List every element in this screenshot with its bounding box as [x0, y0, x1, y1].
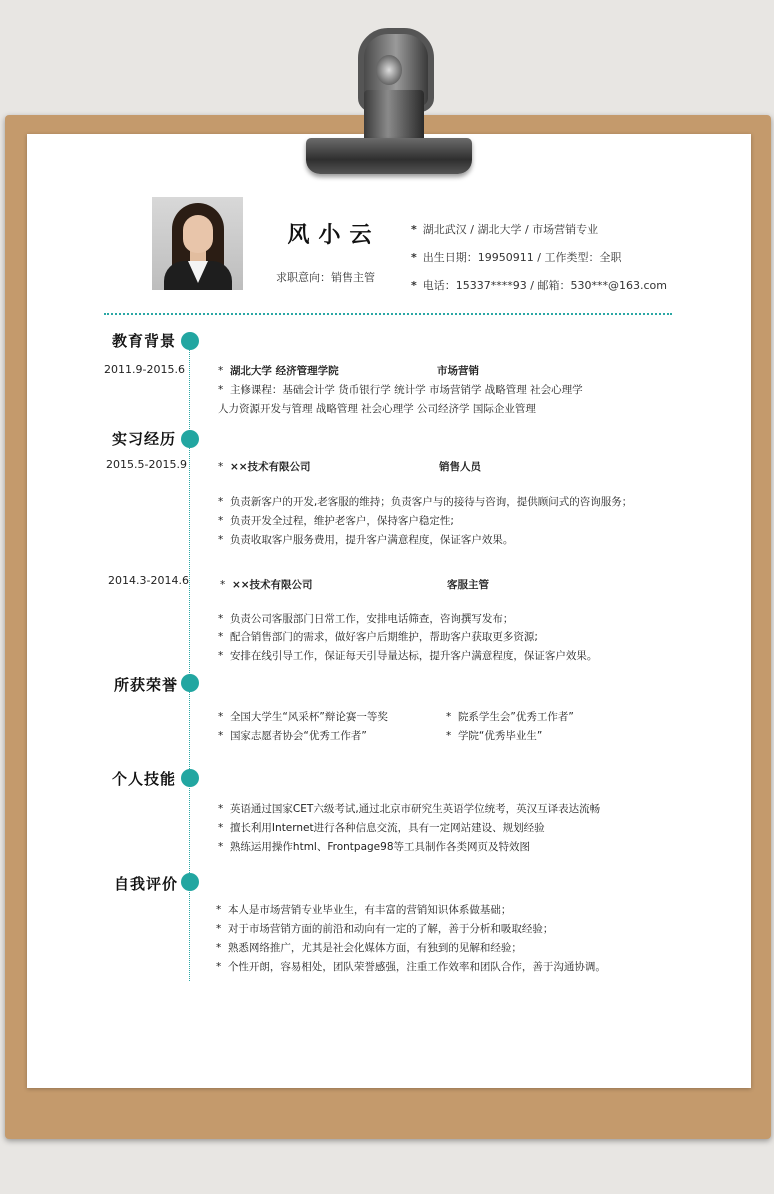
education-courses-1: * 主修课程：基础会计学 货币银行学 统计学 市场营销学 战略管理 社会心理学: [218, 384, 583, 396]
education-courses-2: 人力资源开发与管理 战略管理 社会心理学 公司经济学 国际企业管理: [218, 403, 536, 415]
job-duty: * 负责开发全过程，维护老客户，保持客户稳定性;: [218, 515, 454, 527]
skill-item: * 熟练运用操作html、Frontpage98等工具制作各类网页及特效图: [218, 841, 530, 853]
bullet-star: *: [411, 279, 417, 292]
info-location: 湖北武汉 / 湖北大学 / 市场营销专业: [422, 223, 599, 236]
self-eval-item: * 本人是市场营销专业毕业生，有丰富的营销知识体系做基础；: [216, 904, 512, 916]
info-contact: 电话：15337****93 / 邮箱：530***@163.com: [422, 279, 667, 292]
job-role: 客服主管: [447, 579, 489, 591]
info-line: [411, 277, 667, 293]
bullet-star: *: [411, 251, 417, 264]
job-company-line: * ××技术有限公司: [220, 579, 313, 591]
timeline-dot: [181, 873, 199, 891]
education-school-line: * 湖北大学 经济管理学院: [218, 365, 339, 377]
job-date: 2015.5-2015.9: [106, 458, 187, 471]
section-title-honors: 所获荣誉: [114, 676, 179, 694]
section-title-self-eval: 自我评价: [114, 875, 179, 893]
education-school: 湖北大学 经济管理学院: [229, 365, 339, 377]
profile-photo: [152, 197, 243, 290]
info-birth: 出生日期：19950911 / 工作类型：全职: [422, 251, 622, 264]
clip-hole: [376, 55, 402, 85]
timeline-dot: [181, 332, 199, 350]
timeline-dot: [181, 430, 199, 448]
honor-item: * 学院“优秀毕业生”: [446, 730, 543, 742]
bullet-star: *: [411, 223, 417, 236]
job-date: 2014.3-2014.6: [108, 574, 189, 587]
header-divider: [104, 313, 672, 315]
self-eval-item: * 对于市场营销方面的前沿和动向有一定的了解，善于分析和吸取经验；: [216, 923, 554, 935]
job-company: ××技术有限公司: [229, 461, 311, 473]
skill-item: * 英语通过国家CET六级考试,通过北京市研究生英语学位统考，英汉互译表达流畅: [218, 803, 601, 815]
info-line: [411, 221, 598, 237]
job-company-line: * ××技术有限公司: [218, 461, 311, 473]
section-title-education: 教育背景: [112, 332, 177, 350]
section-title-skills: 个人技能: [112, 770, 177, 788]
honor-item: * 院系学生会”优秀工作者”: [446, 711, 574, 723]
self-eval-item: * 熟悉网络推广，尤其是社会化媒体方面，有独到的见解和经验；: [216, 942, 522, 954]
candidate-name: 风小云: [287, 223, 381, 248]
job-intent: 求职意向：销售主管: [276, 271, 375, 284]
timeline-dot: [181, 769, 199, 787]
honor-item: * 全国大学生“风采杯”辩论赛一等奖: [218, 711, 388, 723]
self-eval-item: * 个性开朗，容易相处，团队荣誉感强，注重工作效率和团队合作，善于沟通协调。: [216, 961, 606, 973]
section-title-internship: 实习经历: [112, 430, 177, 448]
education-date: 2011.9-2015.6: [104, 363, 185, 376]
honor-item: * 国家志愿者协会“优秀工作者”: [218, 730, 367, 742]
info-line: [411, 249, 621, 265]
timeline-dot: [181, 674, 199, 692]
skill-item: * 擅长利用Internet进行各种信息交流，具有一定网站建设、规划经验: [218, 822, 545, 834]
job-role: 销售人员: [439, 461, 481, 473]
job-duty: * 负责收取客户服务费用，提升客户满意程度，保证客户效果。: [218, 534, 514, 546]
job-duty: * 负责新客户的开发,老客服的维持；负责客户与的接待与咨询，提供顾问式的咨询服务；: [218, 496, 633, 508]
education-major: 市场营销: [437, 365, 479, 377]
job-company: ××技术有限公司: [231, 579, 313, 591]
clip-plate: [306, 138, 472, 174]
job-duty: * 安排在线引导工作，保证每天引导量达标，提升客户满意程度，保证客户效果。: [218, 650, 598, 662]
job-duty: * 配合销售部门的需求，做好客户后期维护，帮助客户获取更多资源;: [218, 631, 538, 643]
job-duty: * 负责公司客服部门日常工作，安排电话筛查，咨询撰写发布；: [218, 613, 514, 625]
